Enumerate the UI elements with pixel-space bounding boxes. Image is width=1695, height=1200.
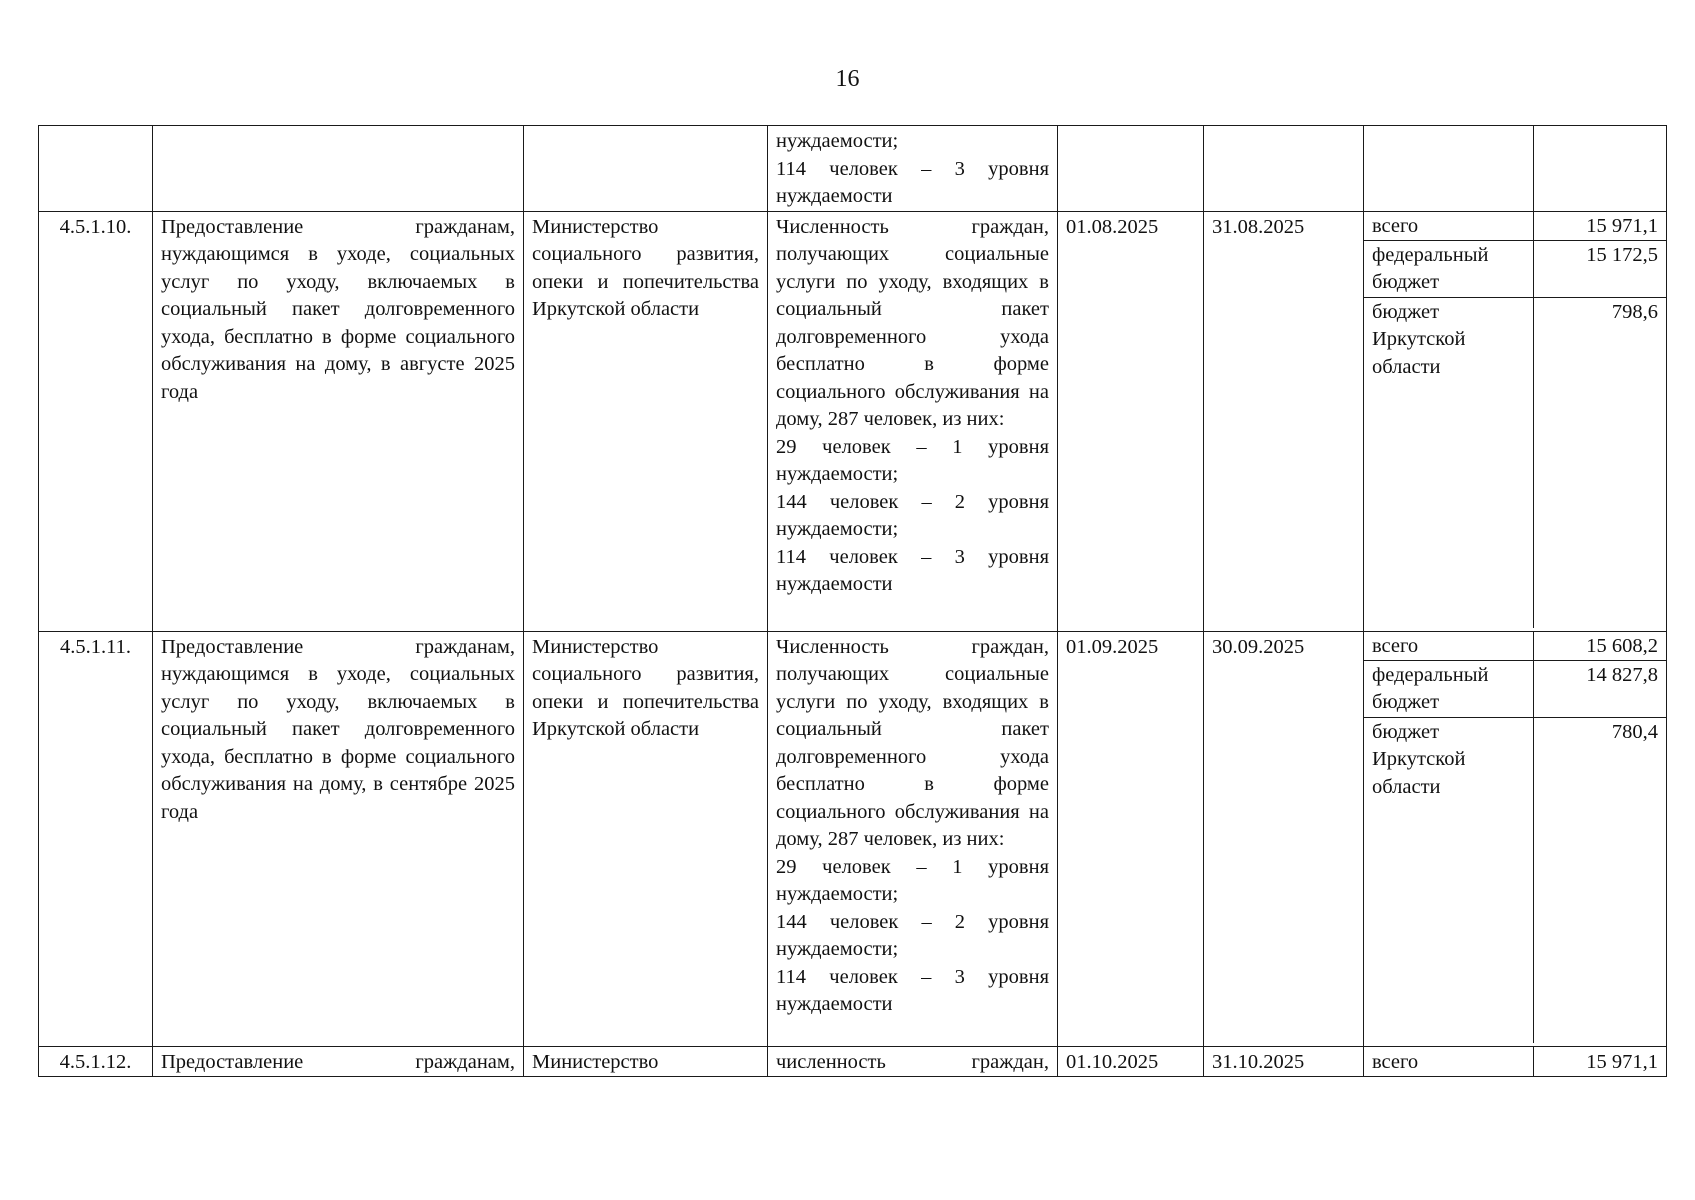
start-date: 01.08.2025 xyxy=(1058,211,1204,631)
row-number: 4.5.1.10. xyxy=(39,211,153,631)
table-row xyxy=(39,1046,1667,1077)
responsible-text: Министерство социального развития, опеки и попечительства Иркутской области xyxy=(524,211,768,631)
indicator-level-2: 144 человек – 2 уровня нуждаемости; xyxy=(776,910,1049,960)
amount-cell xyxy=(1534,126,1667,212)
indicator-cell xyxy=(768,211,1058,631)
event-text: Предоставление гражданам, нуждающимся в уходе, социальных услуг по уходу, включаемых в социальный пакет долговременного ухода, бесплатно в форме социального обслуживания на дому, в августе 2025 года xyxy=(153,211,524,631)
financing-regional-row xyxy=(1364,297,1666,628)
end-date: 30.09.2025 xyxy=(1204,631,1364,1046)
row-number: 4.5.1.12. xyxy=(39,1046,153,1077)
source-label: федеральный бюджет xyxy=(1372,243,1489,293)
indicator-cell xyxy=(768,631,1058,1046)
num-cell xyxy=(39,126,153,212)
responsible-text: Министерство xyxy=(524,1046,768,1077)
indicator-cell xyxy=(768,126,1058,212)
indicator-line: 114 человек – 3 уровня нуждаемости xyxy=(776,157,1049,207)
amount-value: 14 827,8 xyxy=(1533,661,1666,717)
event-text: Предоставление гражданам, xyxy=(153,1046,524,1077)
end-date: 31.10.2025 xyxy=(1204,1046,1364,1077)
event-text: Предоставление гражданам, нуждающимся в уходе, социальных услуг по уходу, включаемых в социальный пакет долговременного ухода, бесплатно в форме социального обслуживания на дому, в сентябре 2025 года xyxy=(153,631,524,1046)
responsible-cell xyxy=(524,126,768,212)
end-date: 31.08.2025 xyxy=(1204,211,1364,631)
indicator-line: нуждаемости; xyxy=(776,130,899,152)
amount-value: 780,4 xyxy=(1533,718,1666,1043)
start-date: 01.09.2025 xyxy=(1058,631,1204,1046)
financing-federal-row xyxy=(1364,660,1666,717)
amount-value: 15 971,1 xyxy=(1533,212,1666,240)
page-number: 16 xyxy=(835,66,860,92)
source-label: всего xyxy=(1364,1046,1534,1077)
source-label: всего xyxy=(1372,214,1419,237)
financing-regional-row xyxy=(1364,717,1666,1043)
financing-total-row xyxy=(1364,212,1666,240)
end-date-cell xyxy=(1204,126,1364,212)
indicator-main: численность граждан, xyxy=(768,1046,1058,1077)
indicator-level-1: 29 человек – 1 уровня нуждаемости; xyxy=(776,435,1049,485)
financing-cell xyxy=(1364,211,1667,631)
table-row xyxy=(39,211,1667,631)
source-label: бюджет Иркутской области xyxy=(1372,300,1466,378)
measures-table xyxy=(38,125,1667,1077)
table-row xyxy=(39,631,1667,1046)
financing-total-row xyxy=(1364,632,1666,660)
indicator-level-3: 114 человек – 3 уровня нуждаемости xyxy=(776,545,1049,595)
amount-value: 15 971,1 xyxy=(1534,1046,1667,1077)
amount-value: 798,6 xyxy=(1533,298,1666,628)
start-date-cell xyxy=(1058,126,1204,212)
event-cell xyxy=(153,126,524,212)
indicator-main: Численность граждан, получающих социальные услуги по уходу, входящих в социальный пакет долговременного ухода бесплатно в форме социального обслуживания на дому, 287 человек, из них: xyxy=(776,635,1049,850)
responsible-text: Министерство социального развития, опеки и попечительства Иркутской области xyxy=(524,631,768,1046)
start-date: 01.10.2025 xyxy=(1058,1046,1204,1077)
financing-federal-row xyxy=(1364,240,1666,297)
source-label: бюджет Иркутской области xyxy=(1372,720,1466,798)
source-label: всего xyxy=(1372,634,1419,657)
amount-value: 15 172,5 xyxy=(1533,241,1666,297)
indicator-level-1: 29 человек – 1 уровня нуждаемости; xyxy=(776,855,1049,905)
indicator-main: Численность граждан, получающих социальные услуги по уходу, входящих в социальный пакет долговременного ухода бесплатно в форме социального обслуживания на дому, 287 человек, из них: xyxy=(776,215,1049,430)
source-label: федеральный бюджет xyxy=(1372,663,1489,713)
source-cell xyxy=(1364,126,1534,212)
indicator-level-2: 144 человек – 2 уровня нуждаемости; xyxy=(776,490,1049,540)
financing-cell xyxy=(1364,631,1667,1046)
amount-value: 15 608,2 xyxy=(1533,632,1666,660)
row-number: 4.5.1.11. xyxy=(39,631,153,1046)
table-row-continuation xyxy=(39,126,1667,212)
indicator-level-3: 114 человек – 3 уровня нуждаемости xyxy=(776,965,1049,1015)
